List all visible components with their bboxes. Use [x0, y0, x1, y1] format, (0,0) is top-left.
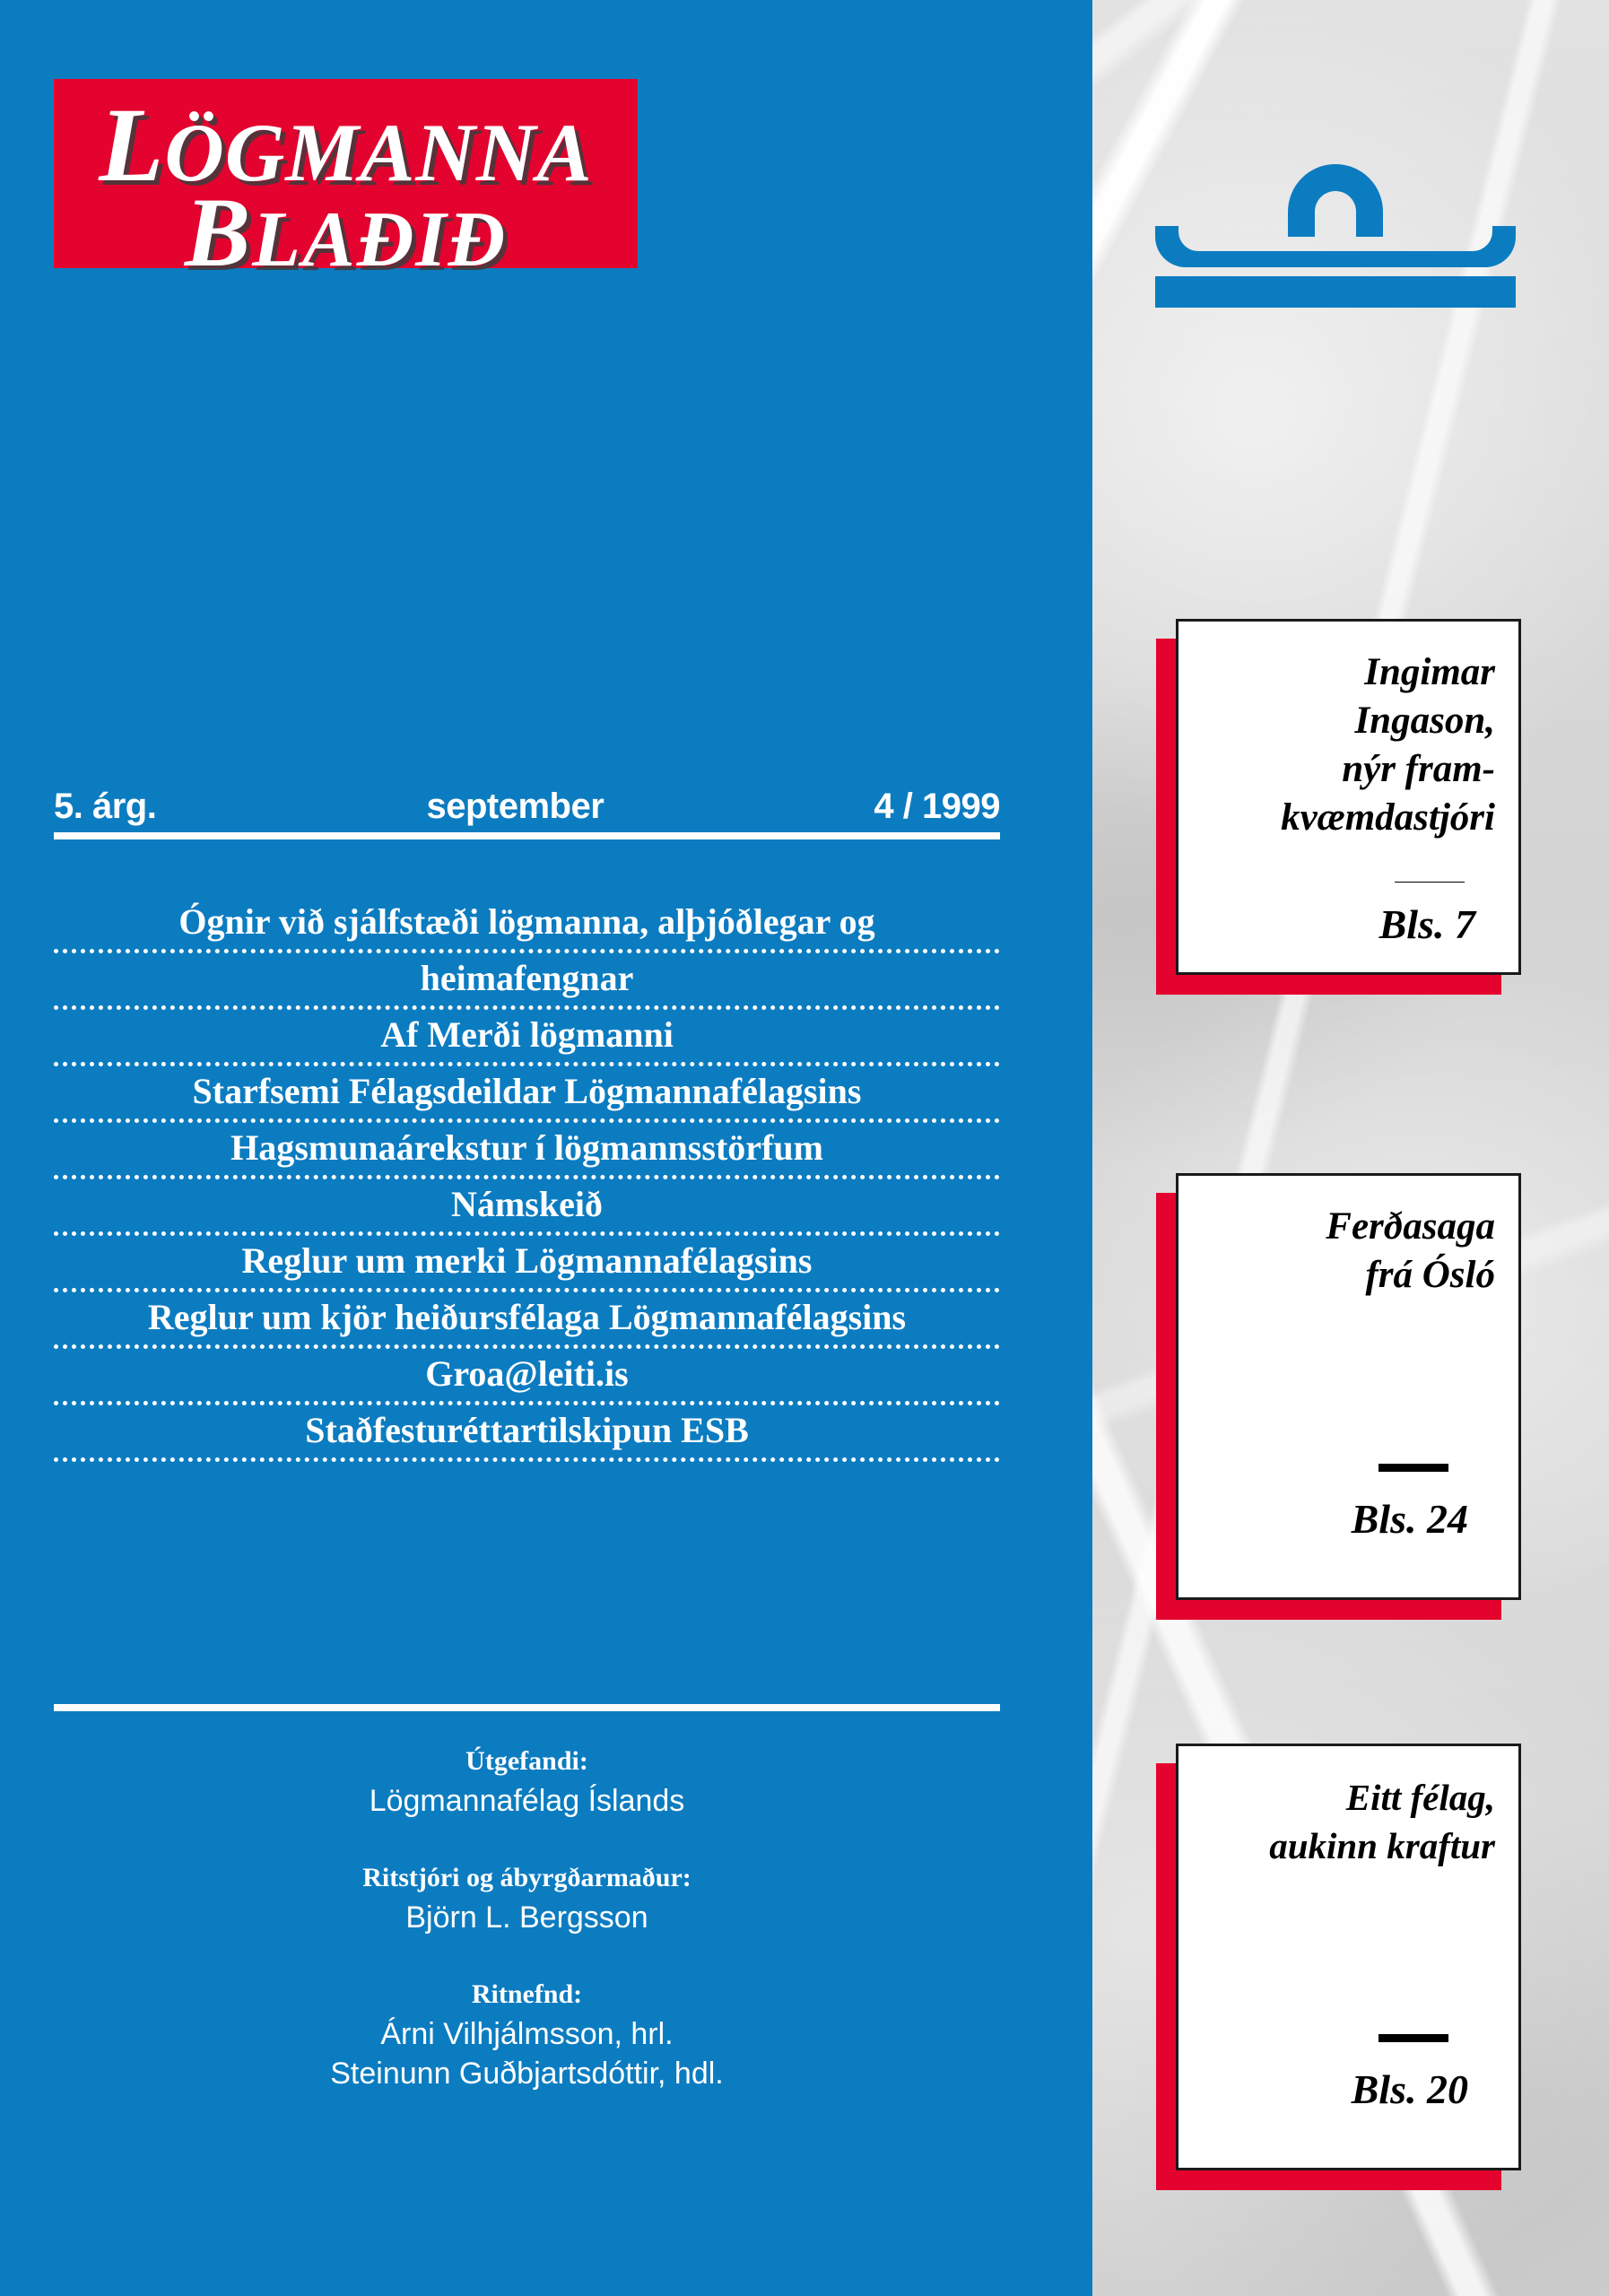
- issue-line: [54, 777, 1000, 827]
- masthead-logo: [54, 79, 638, 287]
- teaser-card-eitt-felag-aukinn-kraftur[interactable]: [1176, 1744, 1521, 2170]
- imprint-block: [54, 1742, 1000, 2093]
- toc-item-label: Starfsemi Félagsdeildar Lögmannafélagsins: [192, 1071, 862, 1111]
- toc-item[interactable]: [54, 953, 1000, 1010]
- teaser-title-line: frá Ósló: [1365, 1254, 1495, 1296]
- issue-number: 4 / 1999: [874, 787, 1000, 826]
- teaser-card-body: [1176, 1173, 1521, 1600]
- board-label: Ritnefnd:: [471, 1979, 583, 2009]
- toc-item-label: Námskeið: [451, 1184, 603, 1224]
- teaser-title-line: Ingimar: [1364, 651, 1495, 693]
- teaser-title: [1202, 1773, 1495, 1870]
- toc-item[interactable]: [54, 1236, 1000, 1292]
- toc-item[interactable]: [54, 897, 1000, 953]
- toc-item[interactable]: [54, 1292, 1000, 1349]
- toc-item-label: Reglur um kjör heiðursfélaga Lögmannafélagsins: [147, 1297, 907, 1337]
- masthead-cap-l: L: [99, 86, 165, 204]
- teaser-title: [1202, 1203, 1495, 1300]
- teaser-rule-icon: [1379, 1464, 1448, 1472]
- teaser-page-number: Bls. 7: [1379, 901, 1475, 947]
- toc-item[interactable]: [54, 1405, 1000, 1462]
- table-of-contents: [54, 897, 1000, 1462]
- teaser-title-line: aukinn kraftur: [1269, 1825, 1495, 1866]
- teaser-title: [1202, 648, 1495, 842]
- masthead-rest-2: LAÐIÐ: [252, 196, 508, 283]
- toc-item[interactable]: [54, 1349, 1000, 1405]
- toc-item[interactable]: [54, 1010, 1000, 1066]
- teaser-title-line: Ferðasaga: [1326, 1205, 1495, 1248]
- teaser-card-body: [1176, 619, 1521, 975]
- teaser-title-line: Ingason,: [1354, 700, 1495, 742]
- masthead-rest-1: ÖGMANNA: [164, 107, 593, 198]
- toc-item-label: heimafengnar: [420, 958, 634, 998]
- imprint-divider: [54, 1704, 1000, 1711]
- toc-item-label: Ógnir við sjálfstæði lögmanna, alþjóðlegar og: [178, 901, 875, 942]
- teaser-rule-icon: [1395, 882, 1465, 883]
- teaser-card-ingimar-ingason[interactable]: [1176, 619, 1521, 975]
- imprint-spacer: [54, 1937, 1000, 1975]
- issue-volume: 5. árg.: [54, 787, 157, 826]
- toc-item[interactable]: [54, 1066, 1000, 1123]
- teaser-title-line: Eitt félag,: [1345, 1777, 1495, 1818]
- teaser-page-number: Bls. 20: [1351, 2066, 1468, 2112]
- editor-label: Ritstjóri og ábyrgðarmaður:: [362, 1863, 691, 1892]
- toc-item-label: Reglur um merki Lögmannafélagsins: [241, 1240, 813, 1281]
- toc-item-label: Hagsmunaárekstur í lögmannsstörfum: [230, 1127, 823, 1168]
- scales-of-justice-logo-icon: [1155, 151, 1516, 308]
- board-member-2: Steinunn Guðbjartsdóttir, hdl.: [330, 2057, 724, 2091]
- teaser-card-ferdasaga-fra-oslo[interactable]: [1176, 1173, 1521, 1600]
- toc-item-label: Af Merði lögmanni: [380, 1014, 674, 1055]
- toc-item-label: Groa@leiti.is: [425, 1353, 629, 1394]
- teaser-title-line: kvæmdastjóri: [1281, 796, 1495, 839]
- toc-item[interactable]: [54, 1123, 1000, 1179]
- teaser-rule-icon: [1379, 2034, 1448, 2042]
- editor-value: Björn L. Bergsson: [405, 1900, 648, 1935]
- issue-divider: [54, 832, 1000, 839]
- masthead-title-line2: [54, 176, 638, 290]
- teaser-title-line: nýr fram-: [1342, 748, 1495, 790]
- imprint-spacer: [54, 1821, 1000, 1858]
- teaser-page-number: Bls. 24: [1351, 1496, 1468, 1542]
- toc-separator: [54, 1457, 1000, 1462]
- toc-item[interactable]: [54, 1179, 1000, 1236]
- issue-month: september: [426, 787, 604, 826]
- toc-item-label: Staðfesturéttartilskipun ESB: [305, 1410, 749, 1450]
- publisher-value: Lögmannafélag Íslands: [369, 1784, 685, 1818]
- board-member-1: Árni Vilhjálmsson, hrl.: [380, 2017, 674, 2051]
- teaser-card-body: [1176, 1744, 1521, 2170]
- publisher-label: Útgefandi:: [465, 1746, 588, 1776]
- masthead-cap-b: B: [184, 178, 253, 287]
